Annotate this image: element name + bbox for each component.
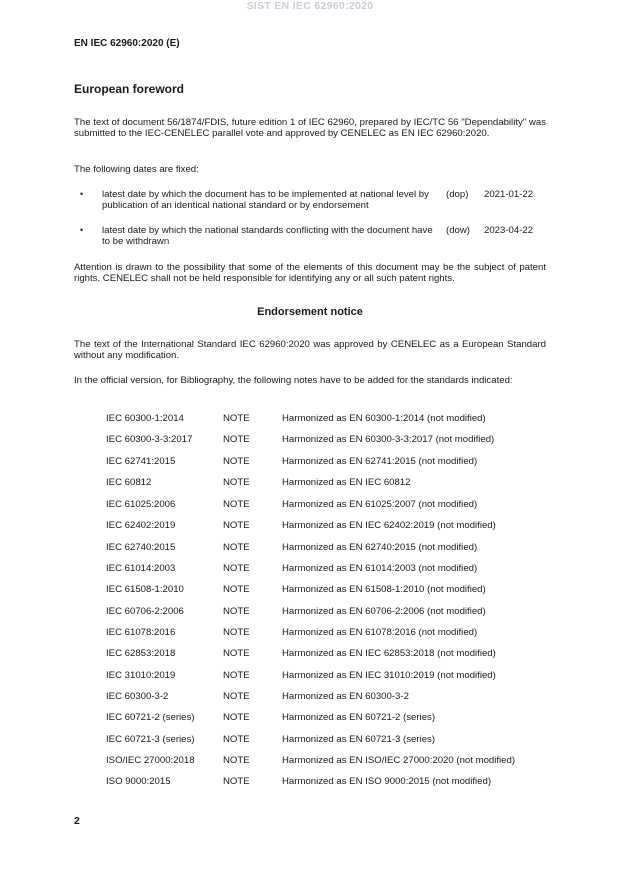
- reference-row: [0, 413, 620, 427]
- reference-standard: IEC 31010:2019: [106, 670, 176, 681]
- reference-harmonized: Harmonized as EN 60300-3-3:2017 (not modified): [282, 434, 495, 445]
- reference-standard: IEC 61078:2016: [106, 627, 176, 638]
- foreword-heading: European foreword: [74, 82, 185, 96]
- reference-row: [0, 734, 620, 748]
- reference-standard: IEC 61014:2003: [106, 563, 176, 574]
- endorsement-text: The text of the International Standard IEC 62960:2020 was approved by CENELEC as a European Standard without any modification.: [74, 339, 546, 362]
- date-item-date: 2021-01-22: [484, 189, 534, 200]
- reference-standard: IEC 62402:2019: [106, 520, 176, 531]
- reference-standard: IEC 60300-3-3:2017: [106, 434, 193, 445]
- reference-harmonized: Harmonized as EN 61078:2016 (not modified): [282, 627, 478, 638]
- watermark: SIST EN IEC 62960:2020: [246, 0, 374, 12]
- reference-row: [0, 499, 620, 513]
- reference-harmonized: Harmonized as EN 60706-2:2006 (not modified): [282, 606, 486, 617]
- reference-row: [0, 477, 620, 491]
- reference-row: [0, 776, 620, 790]
- reference-note: NOTE: [223, 434, 250, 445]
- reference-note: NOTE: [223, 734, 250, 745]
- reference-harmonized: Harmonized as EN IEC 62853:2018 (not modified): [282, 648, 496, 659]
- reference-standard: ISO 9000:2015: [106, 776, 171, 787]
- reference-note: NOTE: [223, 563, 250, 574]
- reference-row: [0, 606, 620, 620]
- patent-attention: Attention is drawn to the possibility that some of the elements of this document may be the subject of patent rights. CENELEC shall not be held responsible for identifying any or all such patent rights.: [74, 262, 546, 285]
- reference-row: [0, 584, 620, 598]
- reference-harmonized: Harmonized as EN 62740:2015 (not modified): [282, 542, 478, 553]
- date-item-code: (dow): [446, 225, 470, 236]
- reference-note: NOTE: [223, 499, 250, 510]
- reference-standard: IEC 61025:2006: [106, 499, 176, 510]
- reference-row: [0, 434, 620, 448]
- reference-standard: IEC 60812: [106, 477, 152, 488]
- endorsement-heading: Endorsement notice: [257, 306, 363, 318]
- document-id: EN IEC 62960:2020 (E): [74, 38, 180, 49]
- dates-intro: The following dates are fixed:: [74, 164, 199, 175]
- reference-row: [0, 670, 620, 684]
- reference-harmonized: Harmonized as EN 60300-1:2014 (not modified): [282, 413, 486, 424]
- reference-standard: IEC 60721-3 (series): [106, 734, 195, 745]
- reference-row: [0, 755, 620, 769]
- reference-standard: ISO/IEC 27000:2018: [106, 755, 195, 766]
- reference-standard: IEC 60300-3-2: [106, 691, 169, 702]
- reference-harmonized: Harmonized as EN IEC 60812: [282, 477, 411, 488]
- reference-harmonized: Harmonized as EN 61014:2003 (not modified): [282, 563, 478, 574]
- reference-standard: IEC 62741:2015: [106, 456, 176, 467]
- reference-harmonized: Harmonized as EN IEC 31010:2019 (not modified): [282, 670, 496, 681]
- reference-harmonized: Harmonized as EN 60300-3-2: [282, 691, 409, 702]
- bibliography-intro: In the official version, for Bibliography, the following notes have to be added for the standards indicated:: [74, 375, 513, 386]
- reference-note: NOTE: [223, 691, 250, 702]
- reference-harmonized: Harmonized as EN 60721-2 (series): [282, 712, 436, 723]
- reference-harmonized: Harmonized as EN 61508-1:2010 (not modified): [282, 584, 486, 595]
- bullet-icon: •: [80, 189, 84, 199]
- reference-row: [0, 691, 620, 705]
- reference-note: NOTE: [223, 627, 250, 638]
- date-item-date: 2023-04-22: [484, 225, 534, 236]
- reference-standard: IEC 62740:2015: [106, 542, 176, 553]
- reference-harmonized: Harmonized as EN 61025:2007 (not modified): [282, 499, 478, 510]
- reference-note: NOTE: [223, 606, 250, 617]
- reference-note: NOTE: [223, 712, 250, 723]
- reference-note: NOTE: [223, 413, 250, 424]
- reference-note: NOTE: [223, 670, 250, 681]
- reference-note: NOTE: [223, 477, 250, 488]
- reference-standard: IEC 60706-2:2006: [106, 606, 184, 617]
- reference-note: NOTE: [223, 776, 250, 787]
- date-item-code: (dop): [446, 189, 469, 200]
- reference-row: [0, 712, 620, 726]
- reference-standard: IEC 61508-1:2010: [106, 584, 184, 595]
- date-item-text: latest date by which the national standards conflicting with the document have to be withdrawn: [102, 225, 433, 248]
- reference-row: [0, 627, 620, 641]
- reference-note: NOTE: [223, 520, 250, 531]
- reference-harmonized: Harmonized as EN 62741:2015 (not modified): [282, 456, 478, 467]
- reference-standard: IEC 60721-2 (series): [106, 712, 195, 723]
- reference-note: NOTE: [223, 456, 250, 467]
- reference-harmonized: Harmonized as EN 60721-3 (series): [282, 734, 436, 745]
- reference-harmonized: Harmonized as EN IEC 62402:2019 (not modified): [282, 520, 496, 531]
- reference-row: [0, 520, 620, 534]
- bullet-icon: •: [80, 225, 84, 235]
- reference-standard: IEC 62853:2018: [106, 648, 176, 659]
- date-item-text: latest date by which the document has to be implemented at national level by publication of an identical national standard or by endorsement: [102, 189, 429, 212]
- reference-note: NOTE: [223, 755, 250, 766]
- reference-harmonized: Harmonized as EN ISO 9000:2015 (not modified): [282, 776, 492, 787]
- reference-row: [0, 542, 620, 556]
- reference-row: [0, 648, 620, 662]
- reference-note: NOTE: [223, 648, 250, 659]
- reference-note: NOTE: [223, 584, 250, 595]
- reference-note: NOTE: [223, 542, 250, 553]
- reference-row: [0, 563, 620, 577]
- reference-standard: IEC 60300-1:2014: [106, 413, 184, 424]
- reference-harmonized: Harmonized as EN ISO/IEC 27000:2020 (not modified): [282, 755, 516, 766]
- foreword-intro: The text of document 56/1874/FDIS, future edition 1 of IEC 62960, prepared by IEC/TC 56 "Dependability" was submitted to the IEC-CENELEC parallel vote and approved by CENELEC as EN IEC 62960:2020.: [74, 117, 546, 140]
- page-number: 2: [74, 815, 80, 827]
- reference-row: [0, 456, 620, 470]
